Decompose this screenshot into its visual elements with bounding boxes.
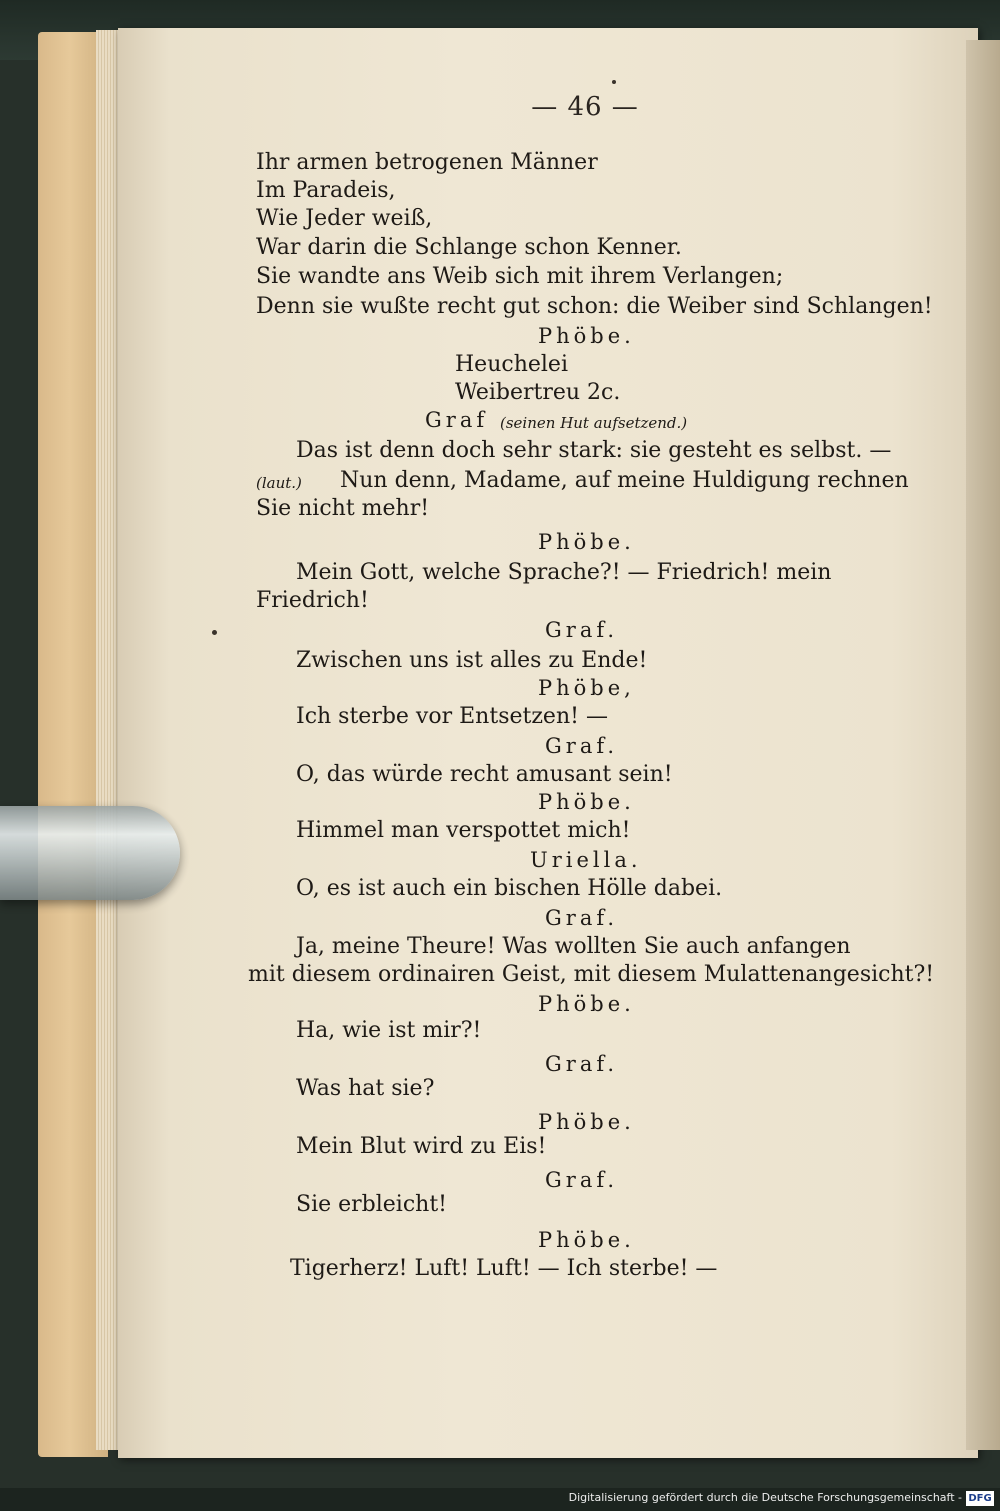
- text-line: O, das würde recht amusant sein!: [296, 762, 673, 787]
- ink-dot: [612, 80, 616, 84]
- text-line: Das ist denn doch sehr stark: sie gesteht es selbst. —: [296, 438, 892, 463]
- text-line: Was hat sie?: [296, 1076, 435, 1101]
- text-line: Ich sterbe vor Entsetzen! —: [296, 704, 608, 729]
- text-line: War darin die Schlange schon Kenner.: [256, 235, 682, 260]
- text-line: Ha, wie ist mir?!: [296, 1018, 482, 1043]
- page-number: — 46 —: [531, 92, 639, 122]
- text-line: Zwischen uns ist alles zu Ende!: [296, 648, 648, 673]
- dfg-logo: DFG: [966, 1491, 994, 1506]
- text-line: Ja, meine Theure! Was wollten Sie auch anfangen: [296, 934, 851, 959]
- speaker-name: Phöbe.: [538, 1110, 635, 1134]
- speaker-name: Graf.: [545, 734, 619, 758]
- stage-direction: (seinen Hut aufsetzend.): [500, 414, 688, 432]
- text-line: Sie erbleicht!: [296, 1192, 448, 1217]
- speaker-name: Graf.: [545, 618, 619, 642]
- speaker-name: Phöbe,: [538, 676, 635, 700]
- page-edge-right: [966, 40, 1000, 1450]
- text-line: Wie Jeder weiß,: [256, 206, 433, 231]
- text-line: Mein Blut wird zu Eis!: [296, 1134, 547, 1159]
- glass-page-holder: [0, 806, 180, 900]
- speaker-name: Phöbe.: [538, 992, 635, 1016]
- speaker-name: Graf.: [545, 1168, 619, 1192]
- text-line: Sie nicht mehr!: [256, 496, 430, 521]
- speaker-name: Graf.: [545, 1052, 619, 1076]
- footer-credit: Digitalisierung gefördert durch die Deutsche Forschungsgemeinschaft -: [568, 1491, 962, 1504]
- text-line: Himmel man verspottet mich!: [296, 818, 631, 843]
- stage-direction: (laut.): [256, 474, 302, 492]
- text-line: Mein Gott, welche Sprache?! — Friedrich! mein: [296, 560, 832, 585]
- footer-bar: [0, 1488, 1000, 1511]
- ink-dot: [212, 630, 217, 635]
- text-line: O, es ist auch ein bischen Hölle dabei.: [296, 876, 723, 901]
- speaker-name: Phöbe.: [538, 324, 635, 348]
- speaker-name: Graf: [425, 408, 489, 432]
- text-line: mit diesem ordinairen Geist, mit diesem Mulattenangesicht?!: [248, 962, 935, 987]
- text-line: Tigerherz! Luft! Luft! — Ich sterbe! —: [290, 1256, 718, 1281]
- speaker-name: Phöbe.: [538, 530, 635, 554]
- speaker-name: Uriella.: [530, 848, 642, 872]
- speaker-name: Phöbe.: [538, 1228, 635, 1252]
- speaker-name: Phöbe.: [538, 790, 635, 814]
- text-line: Sie wandte ans Weib sich mit ihrem Verlangen;: [256, 264, 784, 289]
- text-line: Denn sie wußte recht gut schon: die Weiber sind Schlangen!: [256, 294, 933, 319]
- text-line: Weibertreu 2c.: [455, 380, 621, 405]
- text-line: Heuchelei: [455, 352, 568, 377]
- speaker-name: Graf.: [545, 906, 619, 930]
- text-line: Friedrich!: [256, 588, 369, 613]
- text-line: Im Paradeis,: [256, 178, 396, 203]
- text-line: Ihr armen betrogenen Männer: [256, 150, 598, 175]
- text-line: Nun denn, Madame, auf meine Huldigung rechnen: [340, 468, 909, 493]
